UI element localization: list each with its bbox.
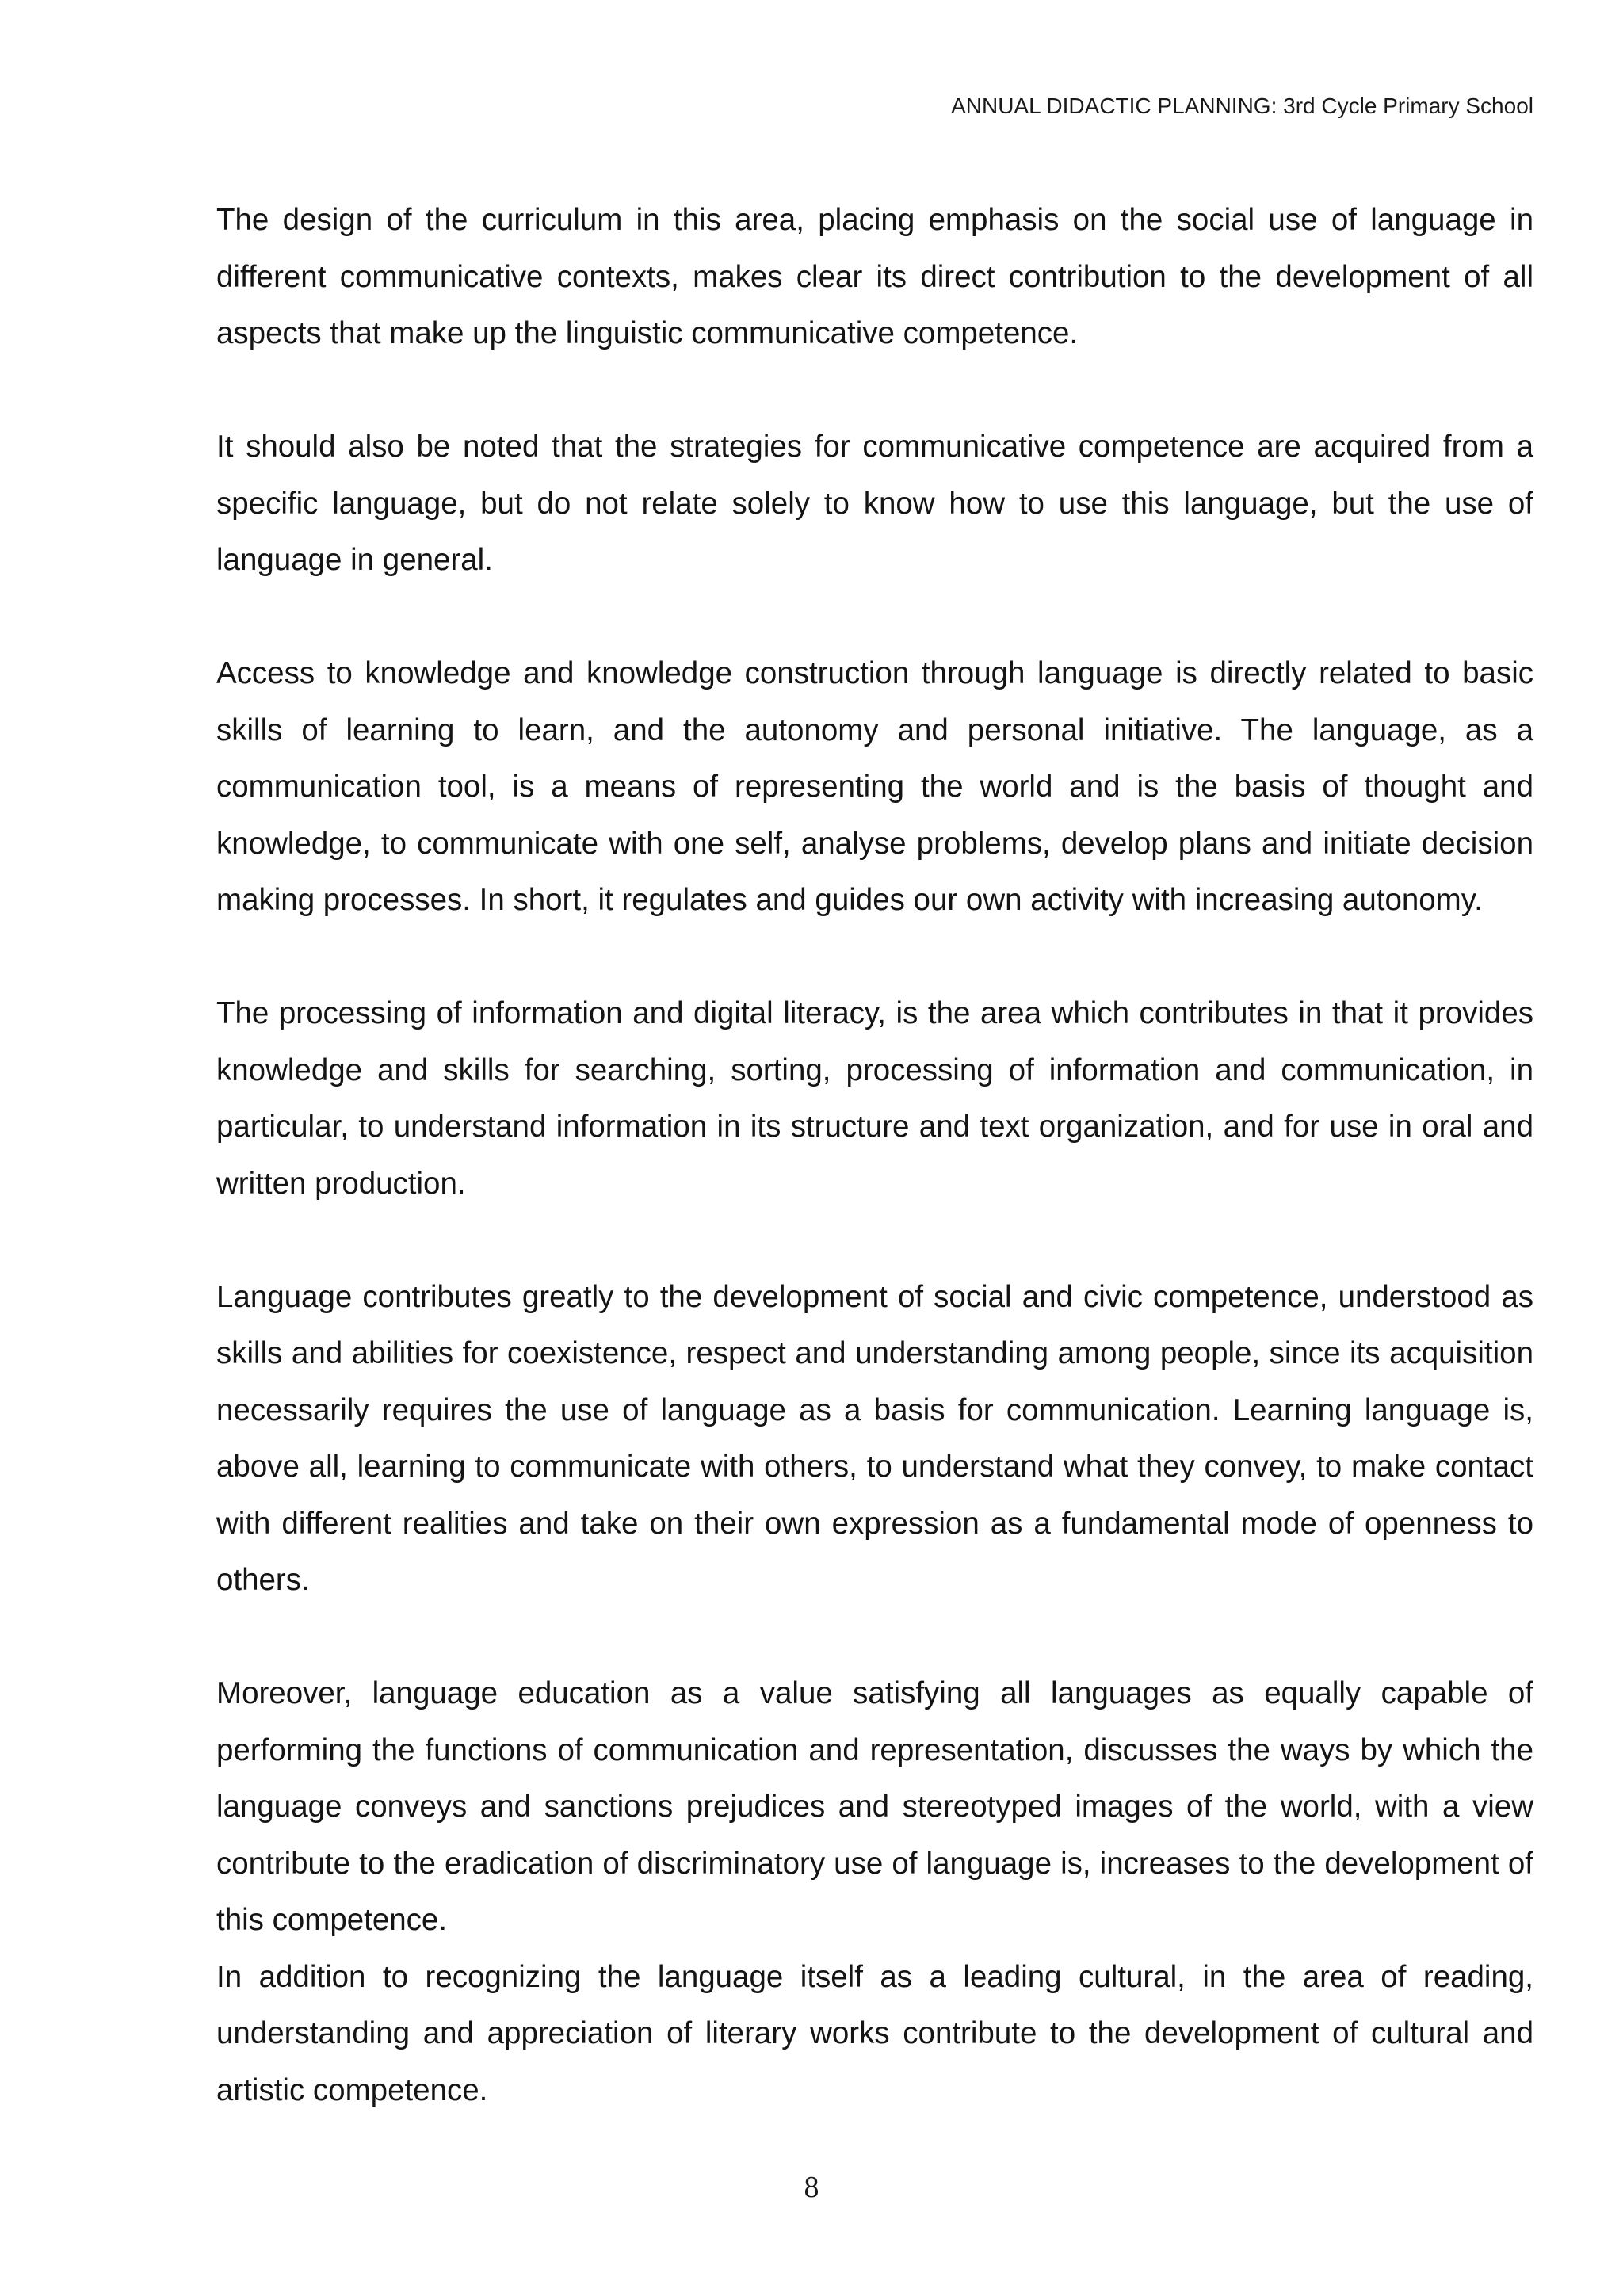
paragraph-curriculum-design: The design of the curriculum in this area, placing emphasis on the social use of language in different communicative contexts, makes clear its direct contribution to the development of all aspects that make up the linguistic communicative competence. bbox=[216, 203, 1533, 350]
paragraph-social-civic-competence: Language contributes greatly to the development of social and civic competence, understood as skills and abilities for coexistence, respect and understanding among people, since its acquisition necessarily requires the use of language as a basis for communication. Learning language is, above all, learning to communicate with others, to understand what they convey, to make contact with different realities and take on their own expression as a fundamental mode of openness to others. bbox=[216, 1279, 1533, 1597]
paragraph-cultural-artistic-competence: In addition to recognizing the language itself as a leading cultural, in the area of reading, understanding and appreciation of literary works contribute to the development of cultural and artistic competence. bbox=[216, 1959, 1533, 2107]
paragraph-language-education: Moreover, language education as a value satisfying all languages as equally capable of performing the functions of communication and representation, discusses the ways by which the language conveys and sanctions prejudices and stereotyped images of the world, with a view contribute to the eradication of discriminatory use of language is, increases to the development of this competence. bbox=[216, 1676, 1533, 1937]
paragraph-communicative-strategies: It should also be noted that the strategies for communicative competence are acquired from a specific language, but do not relate solely to know how to use this language, but the use of language in general. bbox=[216, 430, 1533, 577]
running-header: ANNUAL DIDACTIC PLANNING: 3rd Cycle Primary School bbox=[951, 94, 1533, 118]
paragraph-learning-to-learn: Access to knowledge and knowledge construction through language is directly related to basic skills of learning to learn, and the autonomy and personal initiative. The language, as a communication tool, is a means of representing the world and is the basis of thought and knowledge, to communicate with one self, analyse problems, develop plans and initiate decision making processes. In short, it regulates and guides our own activity with increasing autonomy. bbox=[216, 656, 1533, 917]
document-body bbox=[216, 192, 1533, 2118]
page-number: 8 bbox=[804, 2171, 819, 2204]
paragraph-digital-literacy: The processing of information and digital literacy, is the area which contributes in that it provides knowledge and skills for searching, sorting, processing of information and communication, in particular, to understand information in its structure and text organization, and for use in oral and written production. bbox=[216, 996, 1533, 1201]
